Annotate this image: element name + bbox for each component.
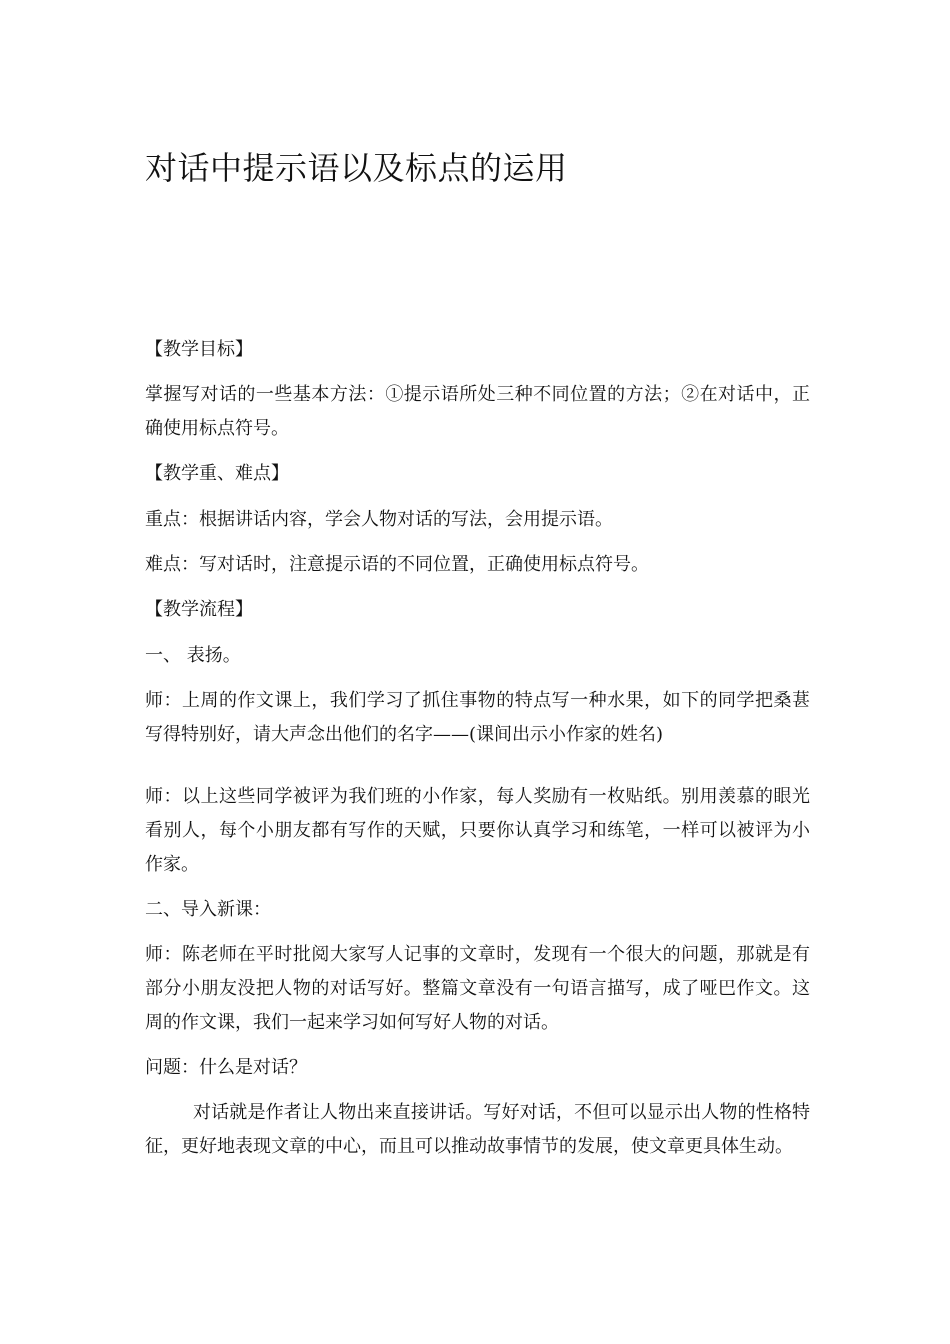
teacher-paragraph-1: 师：上周的作文课上，我们学习了抓住事物的特点写一种水果，如下的同学把桑葚写得特别好，请大声念出他们的名字——(课间出示小作家的姓名) xyxy=(145,690,810,745)
key-point-text: 重点：根据讲话内容，学会人物对话的写法，会用提示语。 xyxy=(145,509,613,530)
document-title: 对话中提示语以及标点的运用 xyxy=(145,149,568,187)
section-heading-process: 【教学流程】 xyxy=(145,599,253,620)
teacher-paragraph-3: 师：陈老师在平时批阅大家写人记事的文章时，发现有一个很大的问题，那就是有部分小朋友没把人物的对话写好。整篇文章没有一句语言描写，成了哑巴作文。这周的作文课，我们一起来学习如何写好人物的对话。 xyxy=(145,944,810,1033)
teacher-paragraph-2: 师：以上这些同学被评为我们班的小作家，每人奖励有一枚贴纸。别用羡慕的眼光看别人，每个小朋友都有写作的天赋，只要你认真学习和练笔，一样可以被评为小作家。 xyxy=(145,786,810,875)
section-heading-key-points: 【教学重、难点】 xyxy=(145,463,289,484)
question-text: 问题：什么是对话？ xyxy=(145,1057,307,1078)
difficulty-text: 难点：写对话时，注意提示语的不同位置，正确使用标点符号。 xyxy=(145,554,649,575)
step-one-heading: 一、 表扬。 xyxy=(145,645,241,666)
section-heading-goals: 【教学目标】 xyxy=(145,339,253,360)
dialogue-definition-text: 对话就是作者让人物出来直接讲话。写好对话，不但可以显示出人物的性格特征，更好地表现文章的中心，而且可以推动故事情节的发展，使文章更具体生动。 xyxy=(145,1102,810,1157)
goals-text: 掌握写对话的一些基本方法：①提示语所处三种不同位置的方法；②在对话中，正确使用标点符号。 xyxy=(145,384,810,439)
step-two-heading: 二、导入新课： xyxy=(145,899,271,920)
